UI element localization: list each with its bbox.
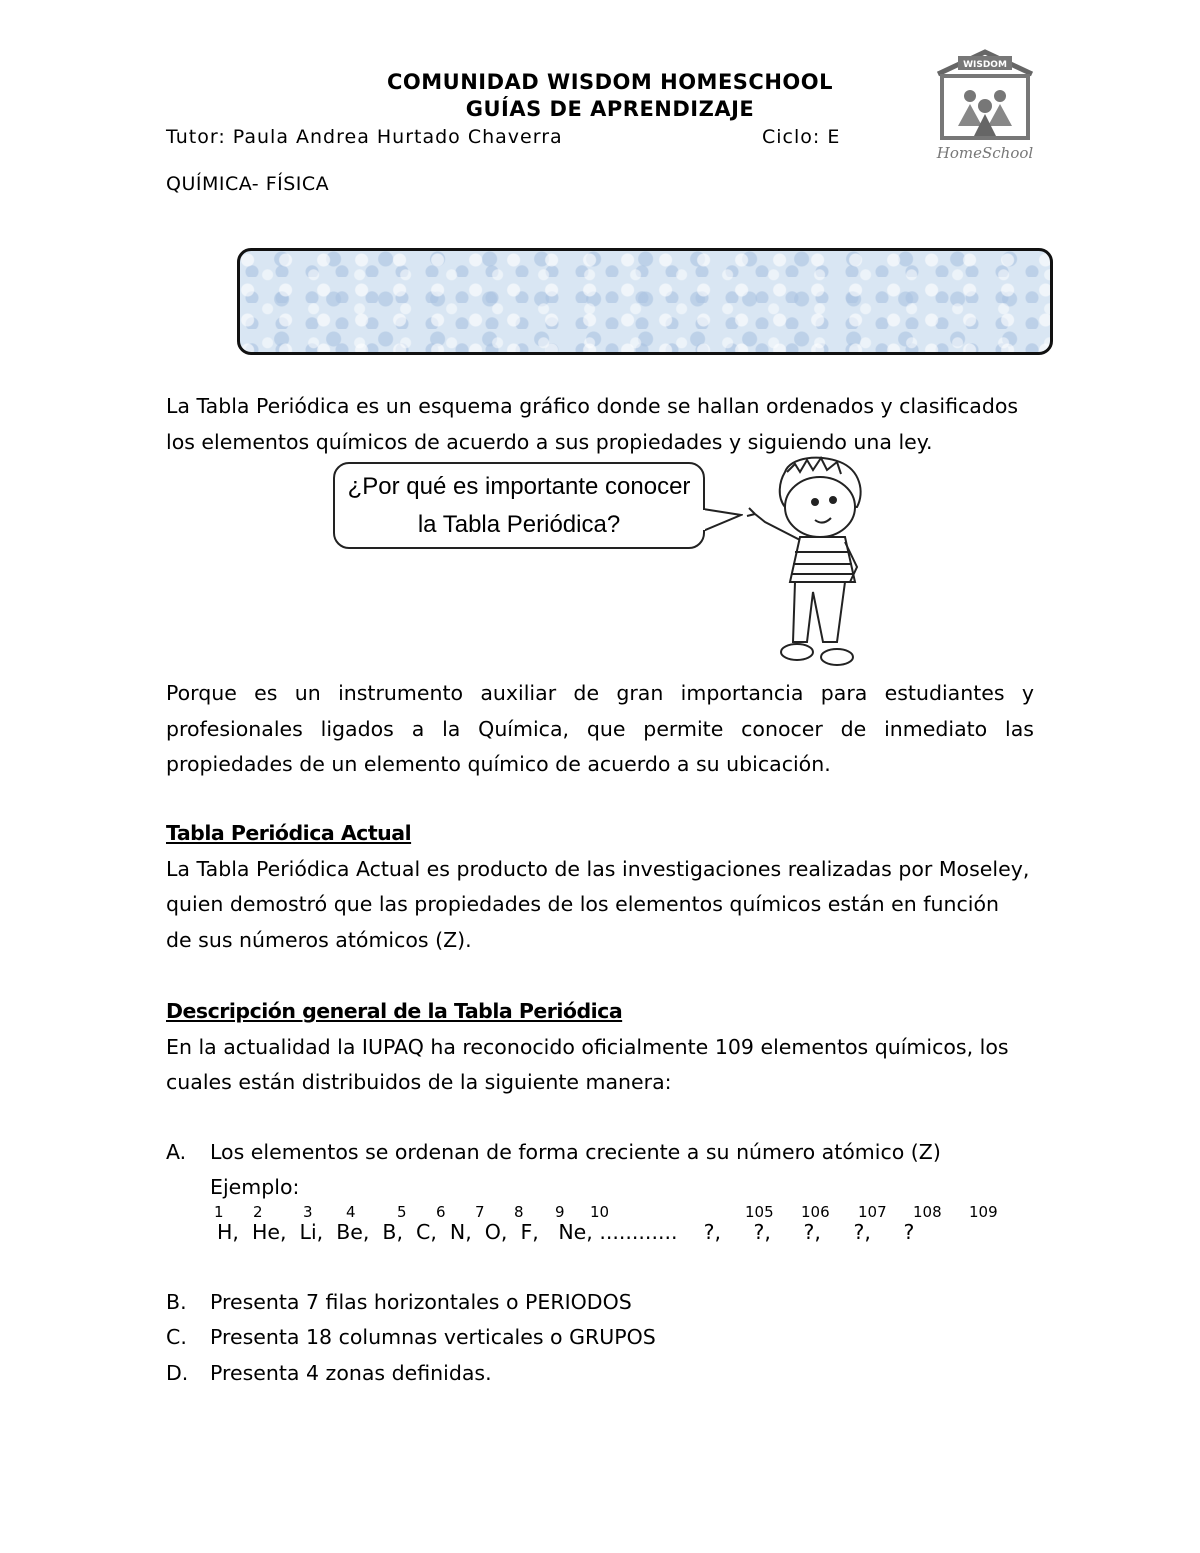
cycle-label: Ciclo: E bbox=[762, 126, 841, 148]
atomic-number: 4 bbox=[346, 1203, 356, 1221]
atomic-number: 9 bbox=[555, 1203, 565, 1221]
atomic-number: 108 bbox=[913, 1203, 942, 1221]
bubble-line-1: ¿Por qué es importante conocer bbox=[347, 473, 691, 500]
answer-line-3: propiedades de un elemento químico de acuerdo a su ubicación. bbox=[166, 752, 831, 776]
atomic-number: 2 bbox=[253, 1203, 263, 1221]
section1-line-3: de sus números atómicos (Z). bbox=[166, 927, 472, 952]
logo-top-text: WISDOM bbox=[963, 60, 1007, 70]
section-general-description bbox=[166, 994, 1034, 1101]
atomic-number: 107 bbox=[858, 1203, 887, 1221]
atomic-number: 6 bbox=[436, 1203, 446, 1221]
list-text: Los elementos se ordenan de forma creciente a su número atómico (Z) bbox=[210, 1140, 941, 1164]
school-logo bbox=[920, 44, 1050, 174]
atomic-number: 105 bbox=[745, 1203, 774, 1221]
section2-heading: Descripción general de la Tabla Periódica bbox=[166, 999, 623, 1023]
atomic-number: 109 bbox=[969, 1203, 998, 1221]
section-periodic-actual bbox=[166, 816, 1034, 958]
list-text: Presenta 7 filas horizontales o PERIODOS bbox=[210, 1290, 632, 1314]
section2-line-1: En la actualidad la IUPAQ ha reconocido oficialmente 109 elementos químicos, los bbox=[166, 1034, 1009, 1059]
list-letter: A. bbox=[166, 1140, 187, 1164]
example-label: Ejemplo: bbox=[210, 1175, 300, 1199]
atomic-number: 1 bbox=[214, 1203, 224, 1221]
section1-line-1: La Tabla Periódica Actual es producto de las investigaciones realizadas por Moseley, bbox=[166, 856, 1030, 881]
atomic-number: 10 bbox=[590, 1203, 610, 1221]
bubble-tail bbox=[703, 505, 743, 535]
list-letter: C. bbox=[166, 1325, 187, 1349]
bubble-line-2: la Tabla Periódica? bbox=[417, 511, 621, 538]
atomic-number: 7 bbox=[475, 1203, 485, 1221]
title-banner bbox=[237, 248, 1053, 355]
section2-line-2: cuales están distribuidos de la siguiente manera: bbox=[166, 1070, 672, 1094]
atomic-number: 8 bbox=[514, 1203, 524, 1221]
org-title: COMUNIDAD WISDOM HOMESCHOOL bbox=[387, 70, 833, 94]
list-letter: D. bbox=[166, 1361, 189, 1385]
intro-line-2: los elementos químicos de acuerdo a sus propiedades y siguiendo una ley. bbox=[166, 429, 933, 454]
answer-line-1: Porque es un instrumento auxiliar de gran importancia para estudiantes y bbox=[166, 681, 1034, 705]
section1-line-2: quien demostró que las propiedades de los elementos químicos están en función bbox=[166, 892, 1000, 916]
answer-paragraph bbox=[166, 676, 1034, 783]
atomic-number: 3 bbox=[303, 1203, 313, 1221]
atomic-number: 5 bbox=[397, 1203, 407, 1221]
answer-line-2: profesionales ligados a la Química, que permite conocer de inmediato las bbox=[166, 716, 1034, 741]
doc-title: GUÍAS DE APRENDIZAJE bbox=[465, 97, 755, 121]
speech-bubble bbox=[333, 462, 705, 549]
list-text: Presenta 18 columnas verticales o GRUPOS bbox=[210, 1325, 656, 1349]
subject-label: QUÍMICA- FÍSICA bbox=[166, 173, 330, 195]
list-text: Presenta 4 zonas definidas. bbox=[210, 1361, 492, 1385]
logo-bottom-text: HomeSchool bbox=[936, 144, 1034, 162]
intro-line-1: La Tabla Periódica es un esquema gráfico donde se hallan ordenados y clasificados bbox=[166, 394, 1019, 418]
section1-heading: Tabla Periódica Actual bbox=[166, 821, 412, 845]
tutor-label: Tutor: Paula Andrea Hurtado Chaverra bbox=[166, 126, 563, 148]
list-letter: B. bbox=[166, 1290, 187, 1314]
element-symbols: H, He, Li, Be, B, C, N, O, F, Ne, ............ ?, ?, ?, ?, ? bbox=[217, 1220, 915, 1244]
intro-paragraph bbox=[166, 389, 1034, 460]
boy-illustration bbox=[745, 452, 870, 672]
atomic-number: 106 bbox=[801, 1203, 830, 1221]
